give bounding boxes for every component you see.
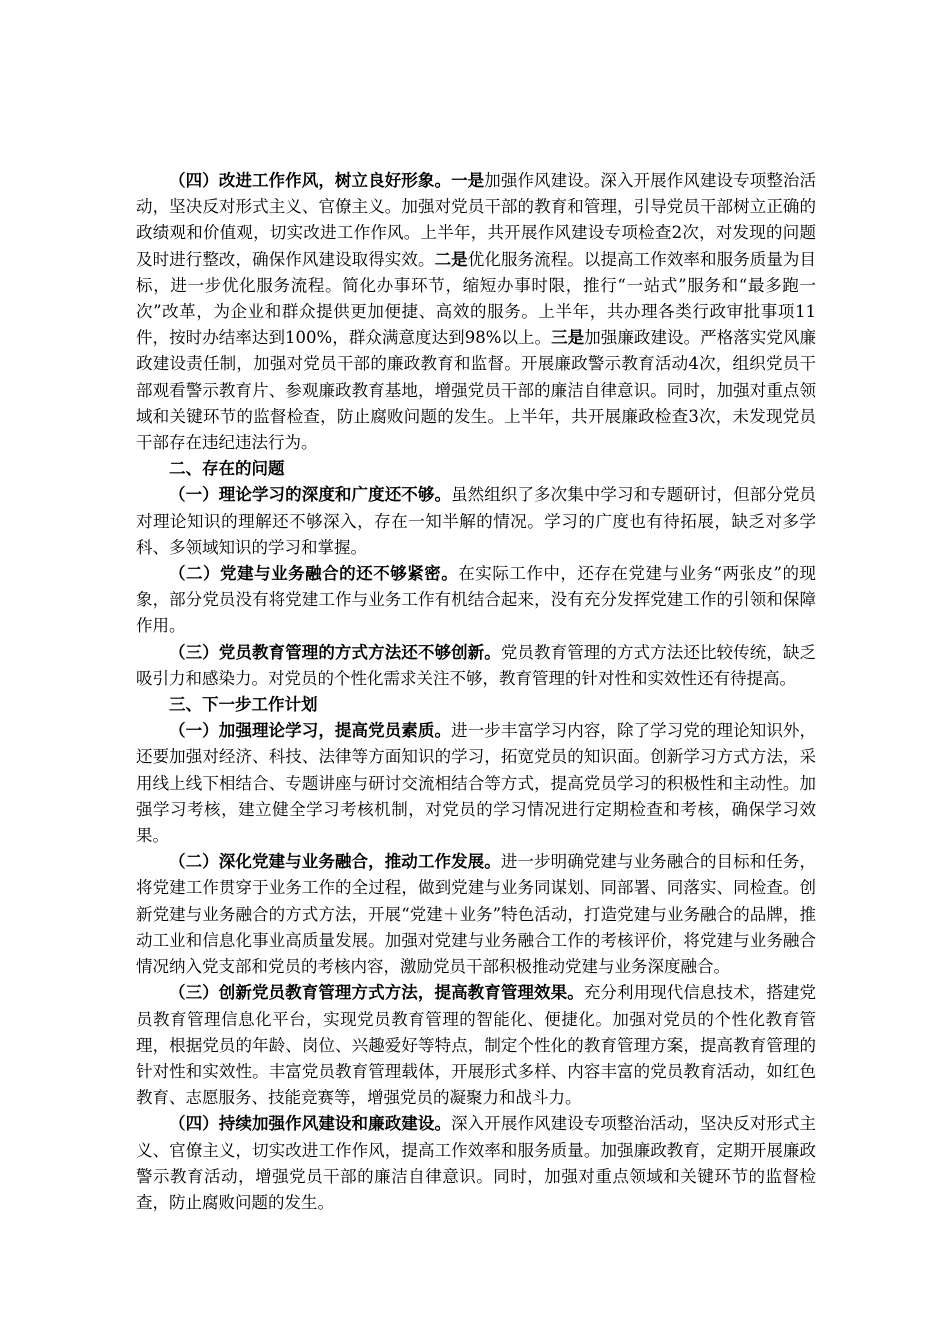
paragraph-strengthen-theory (136, 718, 816, 849)
paragraph-text: 充分利用现代信息技术，搭建党员教育管理信息化平台，实现党员教育管理的智能化、便捷化。加强对党员的个性化教育管理，根据党员的年龄、岗位、兴趣爱好等特点，制定个性化的教育管理方案，提高教育管理的针对性和实效性。丰富党员教育管理载体，开展形式多样、内容丰富的党员教育活动，如红色教育、志愿服务、技能竞赛等，增强党员的凝聚力和战斗力。 (136, 983, 817, 1108)
paragraph-text: 加强作风建设。深入开展作风建设专项整治活动，坚决反对形式主义、官僚主义。加强对党员干部的教育和管理，引导党员干部树立正确的政绩观和价值观，切实改进工作作风。上半年，共开展作风建设专项检查2次，对发现的问题及时进行整改，确保作风建设取得实效。 (136, 171, 817, 269)
paragraph-heading: （一）加强理论学习，提高党员素质。 (169, 721, 452, 741)
paragraph-text: 加强廉政建设。严格落实党风廉政建设责任制，加强对党员干部的廉政教育和监督。开展廉政警示教育活动4次，组织党员干部观看警示教育片、参观廉政教育基地，增强党员干部的廉洁自律意识。同时，加强对重点领域和关键环节的监督检查，防止腐败问题的发生。上半年，共开展廉政检查3次，未发现党员干部存在违纪违法行为。 (136, 328, 817, 453)
paragraph-text: 在实际工作中，还存在党建与业务“两张皮”的现象，部分党员没有将党建工作与业务工作有机结合起来，没有充分发挥党建工作的引领和保障作用。 (136, 564, 816, 636)
section-heading-problems (136, 456, 816, 482)
paragraph-text: 党员教育管理的方式方法还比较传统，缺乏吸引力和感染力。对党员的个性化需求关注不够，教育管理的针对性和实效性还有待提高。 (136, 642, 817, 688)
paragraph-heading: （三）创新党员教育管理方式方法，提高教育管理效果。 (169, 983, 584, 1003)
paragraph-integration-problem (136, 561, 816, 640)
paragraph-heading: （二）深化党建与业务融合，推动工作发展。 (169, 852, 501, 872)
paragraph-heading: （四）改进工作作风，树立良好形象。 (169, 171, 452, 190)
point-marker: 二是 (434, 249, 468, 269)
paragraph-improve-work-style (136, 168, 816, 456)
paragraph-heading: （一）理论学习的深度和广度还不够。 (169, 485, 452, 505)
paragraph-innovate-education (136, 980, 816, 1111)
document-body (136, 168, 816, 1216)
paragraph-deepen-integration (136, 849, 816, 980)
paragraph-text: 进一步丰富学习内容，除了学习党的理论知识外，还要加强对经济、科技、法律等方面知识的学习，拓宽党员的知识面。创新学习方式方法，采用线上线下相结合、专题讲座与研讨交流相结合等方式，提高党员学习的积极性和主动性。加强学习考核，建立健全学习考核机制，对党员的学习情况进行定期检查和考核，确保学习效果。 (136, 721, 817, 846)
paragraph-continue-work-style (136, 1111, 816, 1216)
paragraph-heading: （三）党员教育管理的方式方法还不够创新。 (169, 642, 501, 662)
paragraph-text: 虽然组织了多次集中学习和专题研讨，但部分党员对理论知识的理解还不够深入，存在一知半解的情况。学习的广度也有待拓展，缺乏对多学科、多领域知识的学习和掌握。 (136, 485, 817, 557)
paragraph-theory-study-problem (136, 482, 816, 561)
point-marker: 三是 (551, 328, 585, 348)
paragraph-heading: （四）持续加强作风建设和廉政建设。 (169, 1114, 452, 1134)
paragraph-text: 优化服务流程。以提高工作效率和服务质量为目标，进一步优化服务流程。简化办事环节，缩短办事时限，推行“一站式”服务和“最多跑一次”改革，为企业和群众提供更加便捷、高效的服务。上半年，共办理各类行政审批事项11件，按时办结率达到100%，群众满意度达到98%以上。 (136, 249, 817, 348)
paragraph-education-method-problem (136, 640, 816, 692)
paragraph-text: 进一步明确党建与业务融合的目标和任务，将党建工作贯穿于业务工作的全过程，做到党建与业务同谋划、同部署、同落实、同检查。创新党建与业务融合的方式方法，开展“党建＋业务”特色活动，打造党建与业务融合的品牌，推动工业和信息化事业高质量发展。加强对党建与业务融合工作的考核评价，将党建与业务融合情况纳入党支部和党员的考核内容，激励党员干部积极推动党建与业务深度融合。 (136, 852, 817, 977)
section-heading-next-plan (136, 692, 816, 718)
paragraph-text: 深入开展作风建设专项整治活动，坚决反对形式主义、官僚主义，切实改进工作作风，提高工作效率和服务质量。加强廉政教育，定期开展廉政警示教育活动，增强党员干部的廉洁自律意识。同时，加强对重点领域和关键环节的监督检查，防止腐败问题的发生。 (136, 1114, 817, 1212)
paragraph-heading: （二）党建与业务融合的还不够紧密。 (169, 564, 459, 584)
section-heading-text: 三、下一步工作计划 (169, 695, 318, 715)
point-marker: 一是 (451, 171, 485, 190)
section-heading-text: 二、存在的问题 (169, 459, 285, 479)
